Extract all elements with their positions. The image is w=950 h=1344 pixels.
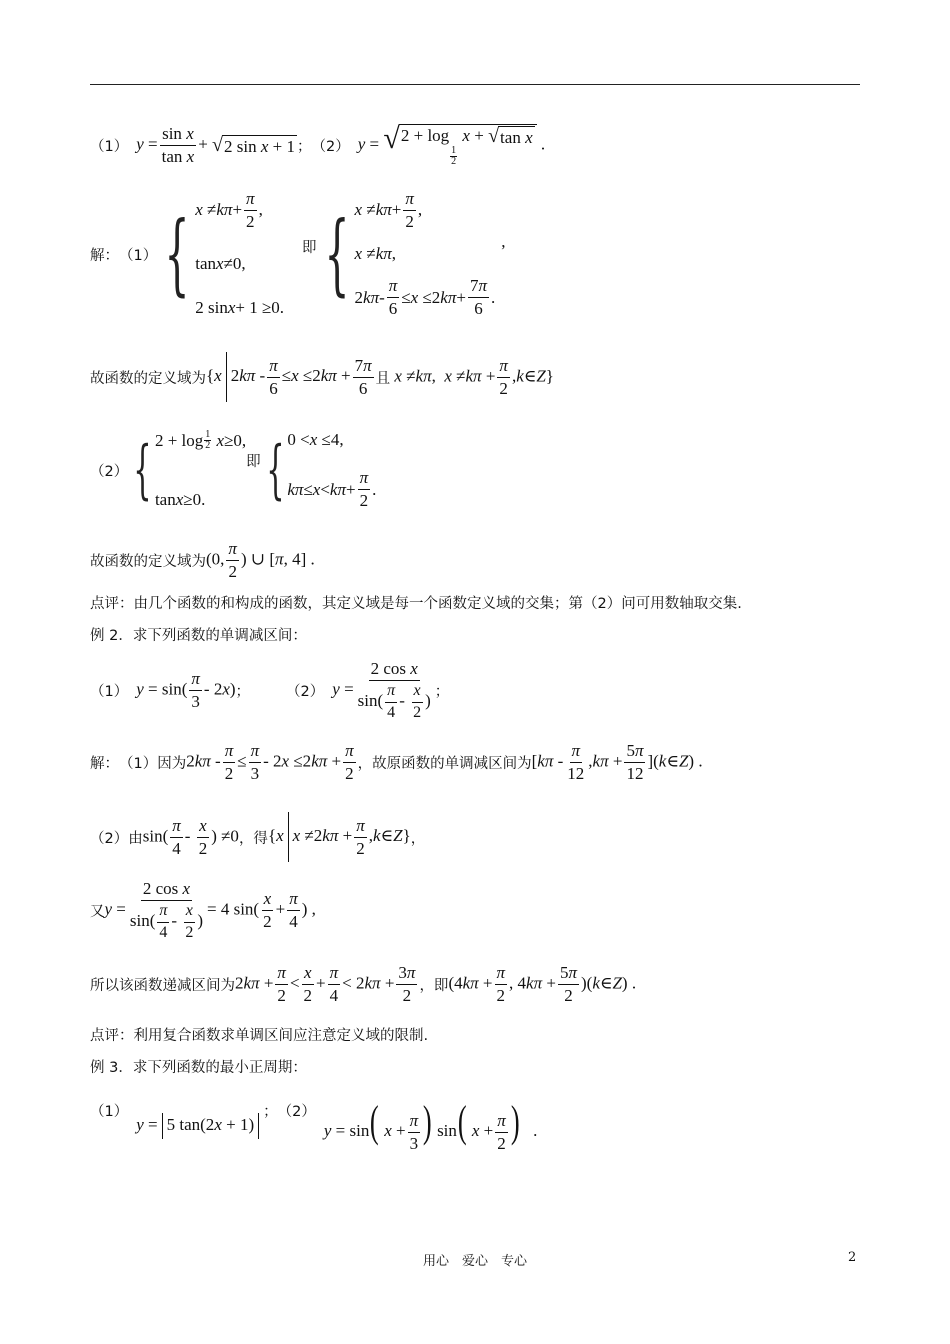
and-word: 且 xyxy=(375,370,391,387)
brace-2: { xyxy=(323,202,350,305)
sol-label-ex2: 解： xyxy=(90,755,119,772)
semi-4: ； xyxy=(263,1104,278,1120)
problem-3: （1） y = 5 tan(2x + 1) ； （2） y = sin( x + $\frac{\pi}{3}$ ) sin( x + $\frac{\pi}{2}$ ) . xyxy=(90,1097,538,1153)
note-text-2: 利用复合函数求单调区间应注意定义域的限制. xyxy=(133,1028,429,1044)
sol-ex2-label-2: （2） xyxy=(90,830,129,847)
semi-2: ； xyxy=(235,684,251,701)
note-2 xyxy=(90,1024,428,1045)
sol-label-1: （1） xyxy=(119,247,158,264)
domain-intro-1: 故函数的定义域为 xyxy=(90,370,206,387)
header-rule xyxy=(90,84,860,85)
problem-1 xyxy=(90,124,545,167)
also: 又 xyxy=(90,904,105,921)
label-2-2: （2） xyxy=(286,684,325,701)
sol-label: 解： xyxy=(90,247,119,264)
example-2-title: 例 2．求下列函数的单调减区间： xyxy=(90,628,307,644)
domain-intro-2: 故函数的定义域为 xyxy=(90,553,206,570)
also-line: 又 y = 2 cos x sin( $\frac{\pi}{4}$ - $\frac{x}{2}$ ) = 4 sin( $\frac{x}{2}$ + $\frac{\pi}{4}$ ) , xyxy=(90,879,316,941)
label-3-1: （1） xyxy=(90,1104,129,1120)
formula-1a: y = $\frac{\text{sin x}}{\text{tan x}}$ + √ 2 sin x + 1 xyxy=(136,124,296,166)
sol-label-2: （2） xyxy=(90,463,129,480)
get: ，得 xyxy=(238,830,268,847)
footer-slogan: 用心 爱心 专心 xyxy=(422,1254,527,1269)
system-2: x ≠ kπ + $\frac{\pi}{2}$ , x ≠ kπ , 2 kπ - $\frac{\pi}{6}$ ≤ x ≤2 kπ + $\frac{7\pi}{6}$ . xyxy=(354,189,496,319)
note-1 xyxy=(90,592,742,613)
label-3-2: （2） xyxy=(277,1104,316,1120)
ie-3: ，即 xyxy=(419,977,449,994)
sol-ex2-label-1: （1） xyxy=(119,755,158,772)
because: 因为 xyxy=(157,755,187,772)
note-text-1: 由几个函数的和构成的函数，其定义域是每一个函数定义域的交集；第（2）问可用数轴取交集. xyxy=(133,596,742,612)
solution-ex2-1: 解： （1） 因为 2kπ - $\frac{\pi}{2}$ ≤ $\frac{\pi}{3}$ - 2x ≤2kπ + $\frac{\pi}{2}$ ，故原函数的单调减区间为 [kπ - $\frac{\pi}{12}$ ,kπ + $\frac{5\pi}{12}$ ](k∈Z) . xyxy=(90,741,703,783)
label-1: （1） xyxy=(90,139,129,155)
ie-1: 即 xyxy=(302,240,317,256)
page-number: 2 xyxy=(848,1250,857,1265)
semi-3: ； xyxy=(434,684,450,701)
so-interval: ，故原函数的单调减区间为 xyxy=(357,755,532,772)
semi-1: ； xyxy=(297,139,312,155)
solution-2 xyxy=(90,430,376,510)
problem-2: （1） y = sin( $\frac{\pi}{3}$ - 2x) ； （2） y = 2 cos x sin( $\frac{\pi}{4}$ - $\frac{x}{2}$ ) ； xyxy=(90,659,450,721)
formula-1b: y = √ 2 + log $\frac{1}{2}$ x + √ tan x . xyxy=(357,122,546,167)
solution-ex2-2: （2） 由 sin( $\frac{\pi}{4}$ - $\frac{x}{2}$ ) ≠0 ，得 {x x ≠2kπ + $\frac{\pi}{2}$ ,k∈Z} ， xyxy=(90,812,425,862)
label-2-1: （1） xyxy=(90,684,129,701)
system-1: x ≠ kπ + $\frac{\pi}{2}$ , tan x ≠0, 2 sin x + 1 ≥0. xyxy=(195,189,285,317)
note-label-1: 点评： xyxy=(90,596,134,612)
brace-3: { xyxy=(133,433,152,507)
brace-4: { xyxy=(265,433,285,507)
from: 由 xyxy=(128,830,143,847)
label-2: （2） xyxy=(311,139,350,155)
system-4: 0 < x ≤4, kπ ≤ x < kπ + $\frac{\pi}{2}$ . xyxy=(287,430,377,511)
domain-result-1: 故函数的定义域为 {x 2kπ - $\frac{\pi}{6}$ ≤x ≤2kπ + $\frac{7\pi}{6}$ 且 x ≠kπ, x ≠kπ + $\frac{\pi}{2}$ ,k∈Z} xyxy=(90,352,554,402)
domain-result-2 xyxy=(90,540,315,581)
note-label-2: 点评： xyxy=(90,1028,134,1044)
formula-domain-1: {x 2kπ - $\frac{\pi}{6}$ ≤x ≤2kπ + $\frac{7\pi}{6}$ xyxy=(206,352,376,402)
so-dec: 所以该函数递减区间为 xyxy=(90,977,235,994)
brace-1: { xyxy=(164,202,190,305)
solution-1: 解： （1） { x ≠ kπ + $\frac{\pi}{2}$ , tan x ≠0, 2 sin x + 1 ≥0. 即 { x ≠ kπ + $\frac{\pi}{2}$ , x ≠ kπ , 2 kπ - $\frac{\pi}{6}$ ≤ x ≤2 kπ + $\frac{7\pi}{6}$ . , xyxy=(90,189,506,319)
decreasing-line: 所以该函数递减区间为 2kπ + $\frac{\pi}{2}$ < $\frac{x}{2}$ + $\frac{\pi}{4}$ < 2kπ + $\frac{3\pi}{2}$ ，即 (4kπ + $\frac{\pi}{2}$ , 4kπ + $\frac{5\pi}{2}$ )(k∈Z) . xyxy=(90,963,637,1005)
example-3-title: 例 3．求下列函数的最小正周期： xyxy=(90,1060,307,1076)
system-3: 2 + log 1 2 x ≥0, tan x ≥0. xyxy=(154,429,247,509)
formula-domain-2: (0, $\frac{\pi}{2}$ ) ∪ [π, 4] . xyxy=(206,539,315,581)
ie-2: 即 xyxy=(246,454,261,470)
